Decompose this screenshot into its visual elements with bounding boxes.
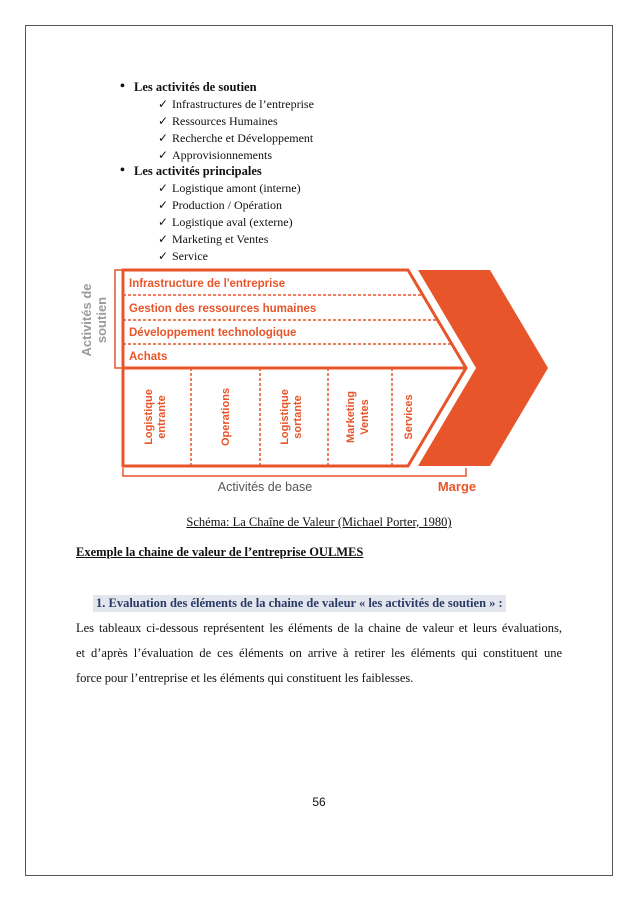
checkmark-icon: ✓	[158, 114, 169, 128]
checkmark-icon: ✓	[158, 97, 169, 111]
primary-col-label: Services	[403, 394, 415, 440]
paragraph-line: Les tableaux ci-dessous représentent les éléments de la chaine de valeur et leurs évaluations,	[76, 621, 562, 635]
checkmark-icon: ✓	[158, 249, 169, 263]
base-bracket	[123, 468, 466, 476]
support-item-text: Approvisionnements	[172, 148, 272, 162]
primary-col-label: Operations	[220, 387, 232, 447]
paragraph-line: et d’après l’évaluation de ces éléments on arrive à retirer les éléments qui constituent une	[76, 646, 562, 660]
support-row-label: Infrastructure de l'entreprise	[129, 278, 286, 290]
support-item-text: Recherche et Développement	[172, 131, 314, 145]
primary-item-text: Marketing et Ventes	[172, 232, 269, 246]
primary-col-label: entrante	[156, 395, 168, 439]
checkmark-icon: ✓	[158, 131, 169, 145]
primary-col-label: Ventes	[359, 399, 371, 435]
support-row-label: Développement technologique	[129, 327, 297, 339]
primary-col-label: Logistique	[143, 389, 155, 445]
side-label-line2: soutien	[94, 296, 109, 344]
primary-col-label: Logistique	[279, 389, 291, 445]
support-heading-text: Les activités de soutien	[134, 80, 257, 94]
side-label-line1: Activités de	[79, 283, 94, 357]
checkmark-icon: ✓	[158, 148, 169, 162]
primary-heading-text: Les activités principales	[134, 164, 262, 178]
primary-item-text: Logistique aval (externe)	[172, 215, 293, 229]
support-side-label	[79, 284, 109, 357]
margin-label: Marge	[437, 479, 477, 494]
paragraph-line: force pour l’entreprise et les éléments qui constituent les faiblesses.	[76, 671, 414, 685]
checkmark-icon: ✓	[158, 181, 169, 195]
support-item-text: Infrastructures de l’entreprise	[172, 97, 314, 111]
primary-item-text: Logistique amont (interne)	[172, 181, 301, 195]
checkmark-icon: ✓	[158, 232, 169, 246]
primary-col-label: Marketing	[345, 391, 357, 443]
page-number: 56	[312, 795, 326, 809]
primary-col-label: sortante	[292, 395, 304, 439]
support-row-label: Achats	[129, 351, 168, 363]
figure-caption: Schéma: La Chaîne de Valeur (Michael Porter, 1980)	[186, 515, 452, 529]
base-label: Activités de base	[217, 480, 313, 494]
example-title: Exemple la chaine de valeur de l’entreprise OULMES	[76, 545, 364, 559]
support-item-text: Ressources Humaines	[172, 114, 278, 128]
bullet-icon: •	[120, 79, 125, 94]
support-row-label: Gestion des ressources humaines	[129, 303, 317, 315]
primary-item-text: Production / Opération	[172, 198, 282, 212]
checkmark-icon: ✓	[158, 198, 169, 212]
primary-item-text: Service	[172, 249, 208, 263]
checkmark-icon: ✓	[158, 215, 169, 229]
bullet-icon: •	[120, 163, 125, 178]
section-heading: 1. Evaluation des éléments de la chaine de valeur « les activités de soutien » :	[93, 595, 506, 612]
